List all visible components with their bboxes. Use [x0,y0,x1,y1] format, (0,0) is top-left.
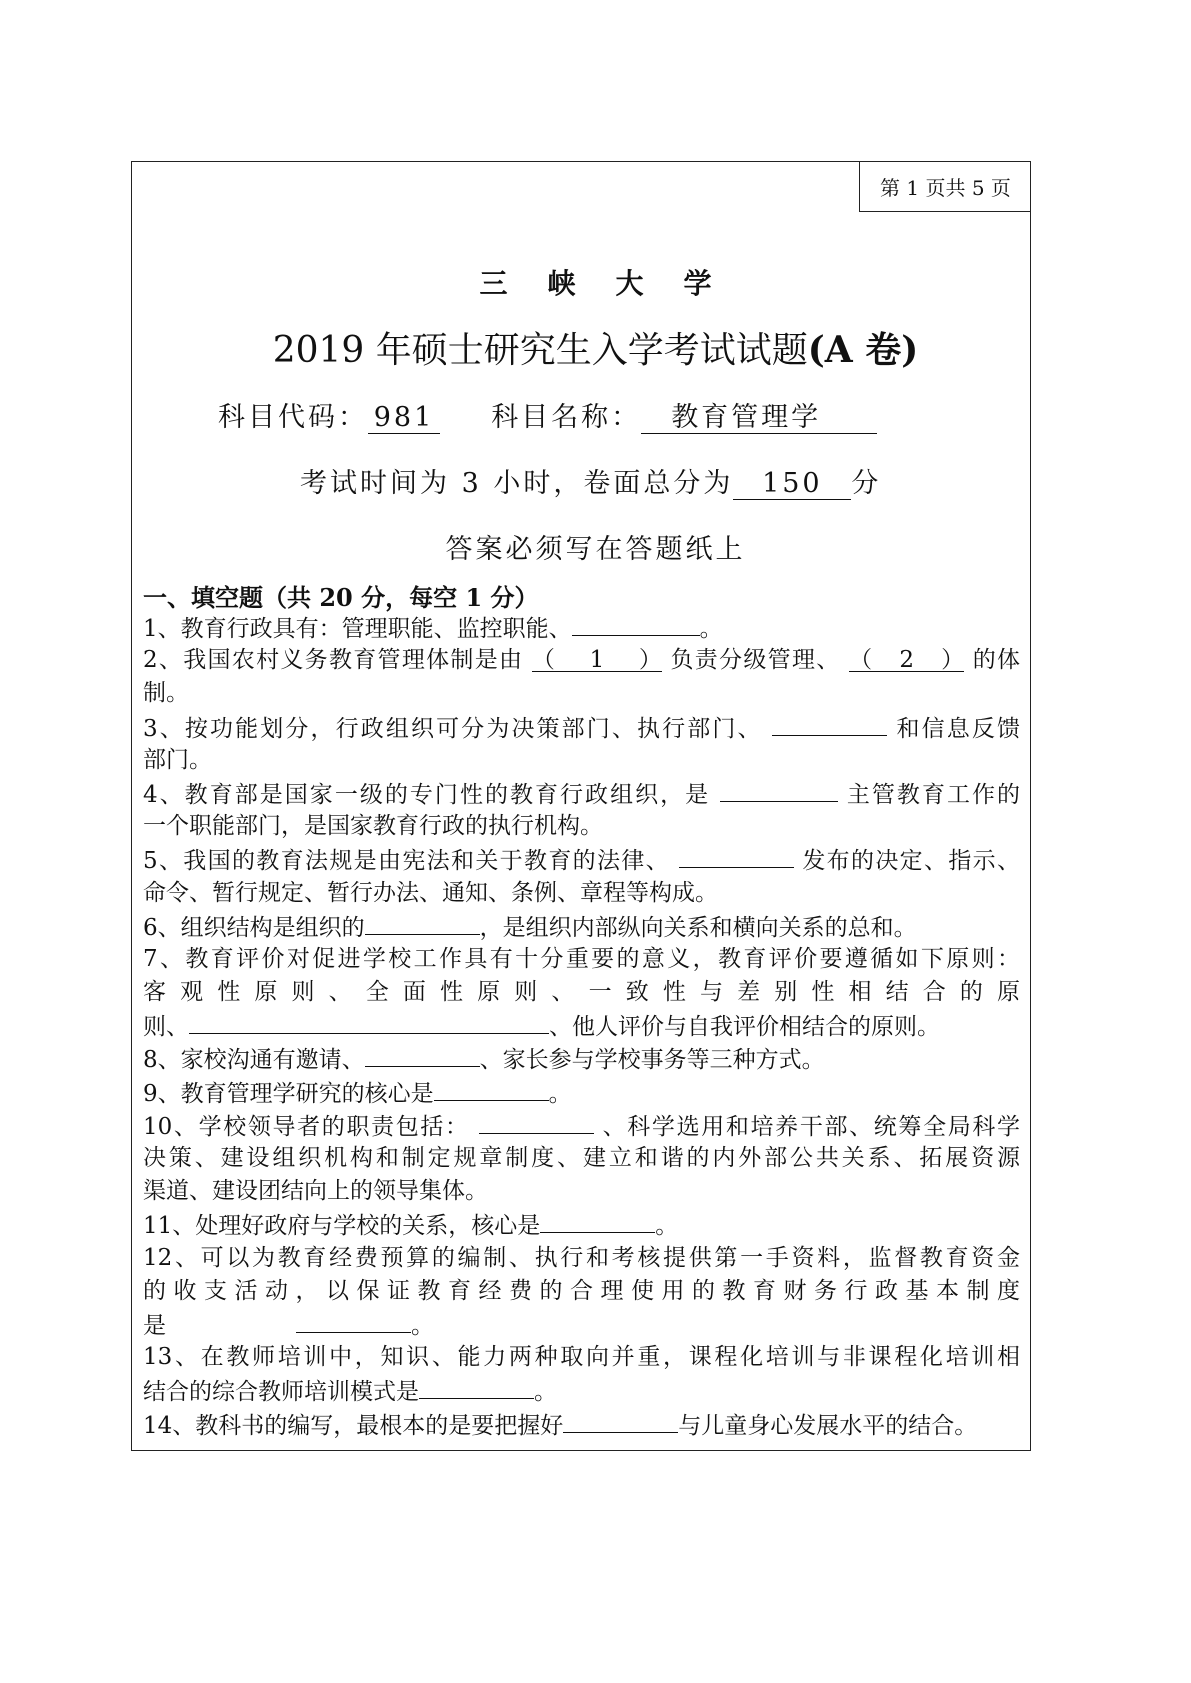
answer-blank [419,1374,534,1399]
subject-name [641,402,877,434]
answer-blank [365,1042,480,1067]
question-text: 的体 [972,647,1021,674]
question-text: 客 观 性 原 则 、 全 面 性 原 则 、 一 致 性 与 差 别 性 相 结 合 的 原 [143,979,1020,1006]
question-text: 。 [699,616,723,642]
question-text: ，是组织内部纵向关系和横向关系的总和。 [479,914,917,941]
question-line [143,910,1020,943]
question-text: 1、教育行政具有：管理职能、监控职能、 [143,616,572,642]
question-text: 4、教育部是国家一级的专门性的教育行政组织，是 [143,781,711,808]
subject-code-label: 科目代码： [218,402,368,433]
question-line [143,1109,1020,1142]
question-text: 6、组织结构是组织的 [143,914,365,941]
question-text: 制。 [143,680,189,707]
question-text: 3、按功能划分，行政组织可分为决策部门、执行部门、 [143,715,763,742]
score-unit: 分 [851,468,882,499]
answer-blank [679,843,794,868]
question-text: 2、我国农村义务教育管理体制是由 [143,647,524,674]
question-line [143,1341,1020,1374]
question-text: 和信息反馈 [896,715,1021,742]
time-text: 考试时间为 3 小时，卷面总分为 [300,468,734,499]
question-line [143,777,1020,810]
question-line [143,1374,1020,1407]
answer-blank [479,1109,594,1134]
question-text: 发布的决定、指示、 [802,848,1021,875]
exam-title [0,322,1191,373]
section-title: 一、填空题（共 20 分，每空 1 分） [143,583,539,612]
question-line [143,677,1020,710]
question-text: 14、教科书的编写，最根本的是要把握好 [143,1412,564,1439]
question-line [143,644,1020,677]
question-text: 9、教育管理学研究的核心是 [143,1080,434,1107]
answer-blank [189,1009,549,1034]
question-line [143,1208,1020,1241]
page-indicator: 第 1 页共 5 页 [859,161,1031,212]
question-line [143,1142,1020,1175]
question-text: 则、 [143,1014,189,1041]
question-text: 10、学校领导者的职责包括： [143,1113,470,1140]
question-line [143,877,1020,910]
question-line [143,1076,1020,1109]
university-name: 三峡大学 [479,267,752,300]
answer-blank [365,910,480,935]
answer-note: 答案必须写在答题纸上 [445,534,746,565]
answer-blank [540,1208,655,1233]
answer-blank [296,1308,411,1333]
answer-blank [772,711,887,736]
question-line [143,1242,1020,1275]
question-text: 主管教育工作的 [846,781,1021,808]
question-text: 负责分级管理、 [670,647,841,674]
question-text: 是 [143,1312,166,1339]
question-line [143,611,1020,644]
question-text: 12、可以为教育经费预算的编制、执行和考核提供第一手资料，监督教育资金 [143,1244,1020,1271]
question-line [143,1009,1020,1042]
question-text: 渠道、建设团结向上的领导集体。 [143,1178,488,1205]
question-text: 结合的综合教师培训模式是 [143,1379,419,1406]
question-text: 5、我国的教育法规是由宪法和关于教育的法律、 [143,848,671,875]
question-line [143,1408,1020,1441]
subject-code: 981 [368,402,440,434]
question-text: 、他人评价与自我评价相结合的原则。 [549,1014,940,1041]
question-text: 。 [655,1213,679,1240]
subject-name-label: 科目名称： [491,402,642,433]
question-text: 、科学选用和培养干部、统筹全局科学 [602,1113,1021,1140]
question-text: 7、教育评价对促进学校工作具有十分重要的意义，教育评价要遵循如下原则： [143,945,1020,972]
answer-blank [563,1408,678,1433]
answer-blank [572,611,700,636]
question-line [143,711,1020,744]
questions-body [143,611,1020,1441]
subject-name-text: 教育管理学 [671,402,822,433]
question-text: 与儿童身心发展水平的结合。 [678,1412,978,1439]
question-text: 决策、建设组织机构和制定规章制度、建立和谐的内外部公共关系、拓展资源 [143,1145,1020,1171]
question-line [143,976,1020,1009]
answer-blank: （1） [531,647,662,674]
question-line [143,1175,1020,1208]
question-text: 8、家校沟通有邀请、 [143,1047,365,1074]
question-text: 11、处理好政府与学校的关系，核心是 [143,1213,541,1240]
question-line [143,810,1020,843]
question-text: 一个职能部门，是国家教育行政的执行机构。 [143,813,603,840]
question-text: 部门。 [143,746,212,773]
exam-title-main: 2019 年硕士研究生入学考试试题 [272,330,808,371]
question-line [143,1308,1020,1341]
question-line [143,1042,1020,1075]
question-text: 。 [411,1312,434,1339]
question-text: 的 收 支 活 动 ， 以 保 证 教 育 经 费 的 合 理 使 用 的 教 育 财 务 行 政 基 本 制 度 [143,1277,1020,1304]
question-line [143,1275,1020,1308]
exam-time-info [300,461,881,500]
total-score: 150 [733,468,851,500]
answer-blank [434,1076,549,1101]
exam-title-suffix: (A 卷) [807,329,919,371]
question-text: 、家长参与学校事务等三种方式。 [479,1047,825,1074]
question-line [143,744,1020,777]
question-line [143,943,1020,976]
answer-blank: （2） [849,647,965,674]
question-text: 。 [534,1379,557,1406]
answer-blank [720,777,838,802]
question-text: 命令、暂行规定、暂行办法、通知、条例、章程等构成。 [143,879,718,906]
subject-info [218,395,877,434]
question-text: 。 [548,1080,572,1107]
question-text: 13、在教师培训中，知识、能力两种取向并重，课程化培训与非课程化培训相 [143,1344,1020,1371]
question-line [143,843,1020,876]
